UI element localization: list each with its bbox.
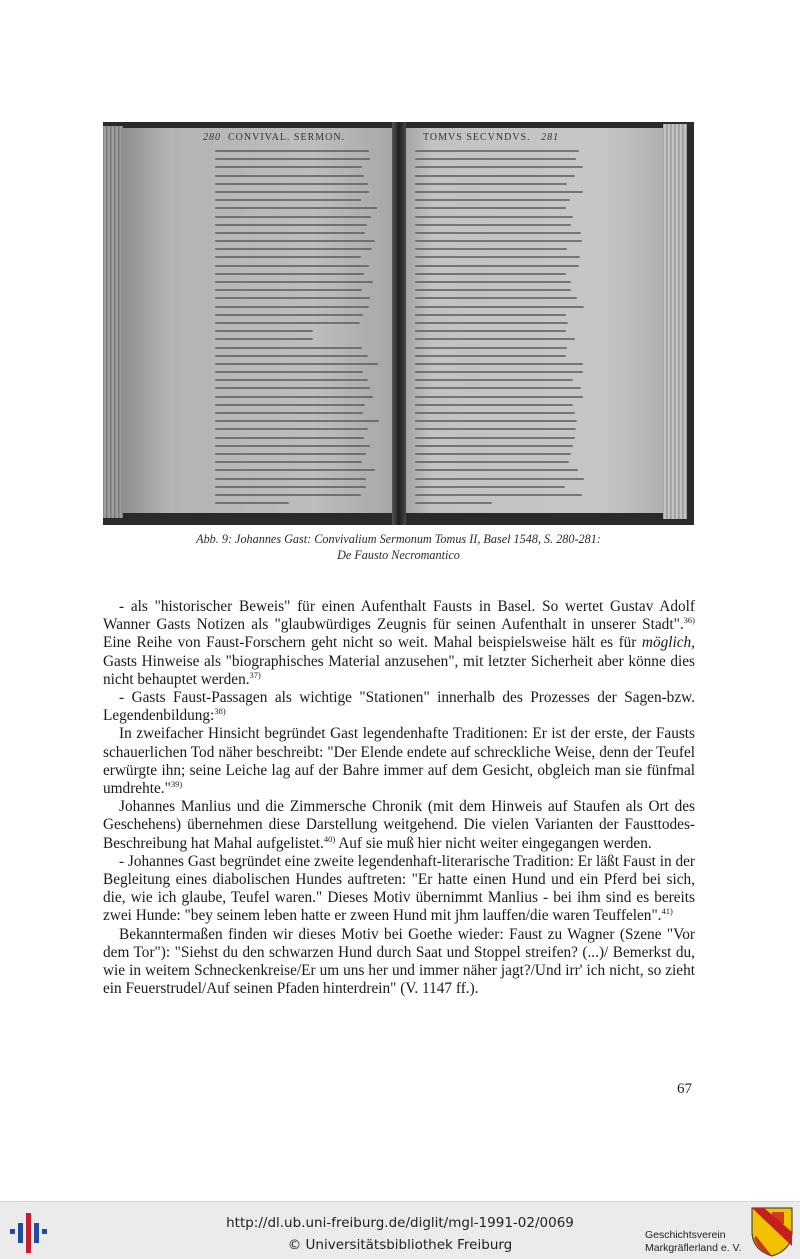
photo-text-line (415, 150, 579, 152)
photo-text-line (415, 297, 577, 299)
photo-text-line (415, 199, 570, 201)
society-name: Geschichtsverein Markgräflerland e. V. (645, 1229, 742, 1254)
photo-text-line (215, 273, 364, 275)
photo-text-line (415, 420, 577, 422)
photo-text-line (415, 371, 583, 373)
photo-text-line (415, 216, 573, 218)
coat-of-arms-icon[interactable] (750, 1206, 794, 1258)
right-page-header: TOMVS SECVNDVS. 281 (423, 132, 560, 143)
photo-text-line (415, 412, 575, 414)
photo-text-line (215, 437, 364, 439)
photo-text-line (215, 199, 361, 201)
photo-text-line (415, 306, 584, 308)
photo-text-line (415, 428, 576, 430)
photo-text-line (415, 166, 583, 168)
photo-text-line (215, 453, 366, 455)
left-page-text-block (215, 150, 379, 510)
caption-line-2: De Fausto Necromantico (337, 548, 460, 562)
photo-text-line (415, 183, 567, 185)
photo-text-line (215, 150, 369, 152)
photo-text-line (215, 469, 375, 471)
photo-text-line (415, 240, 582, 242)
photo-text-line (215, 314, 363, 316)
paragraph-3: In zweifacher Hinsicht begründet Gast legendenhafte Traditionen: Er ist der erste, der Fausts schauerlichen Tod näher beschreibt: "Der Elende endete auf schreckliche Weise, denn der Teufel erwürgte ihn; seine Leiche lag auf der Bahre immer auf dem Gesicht, obgleich man sie fünfmal umdrehte."$^{39)}$ (103, 725, 695, 798)
footnote-ref[interactable]: 38) (214, 706, 226, 717)
photo-text-line (215, 216, 371, 218)
book-photograph (103, 122, 694, 525)
photo-text-line (215, 478, 366, 480)
caption-line-1: Abb. 9: Johannes Gast: Convivalium Sermonum Tomus II, Basel 1548, S. 280-281: (196, 532, 601, 546)
photo-text-line (215, 306, 369, 308)
photo-text-line (415, 486, 565, 488)
photo-text-line (215, 363, 378, 365)
photo-text-line (215, 412, 363, 414)
photo-text-line (415, 248, 567, 250)
photo-text-line (215, 207, 377, 209)
photo-text-line (215, 166, 362, 168)
left-page-header: 280 CONVIVAL. SERMON. (203, 132, 346, 143)
photo-text-line (415, 330, 566, 332)
page-number: 67 (677, 1081, 692, 1097)
photo-text-line (415, 175, 575, 177)
paragraph-4: Johannes Manlius und die Zimmersche Chronik (mit dem Hinweis auf Staufen als Ort des Geschehens) übernehmen diese Darstellung weitgehend. Die vielen Varianten der Fausttodes-Beschreibung hat Mahal aufgelistet.$^{40)}$ Auf sie muß hier nicht weiter eingegangen werden. (103, 798, 695, 852)
photo-text-line (215, 191, 369, 193)
photo-text-line (415, 494, 582, 496)
photo-text-line (415, 273, 566, 275)
photo-text-line (215, 420, 379, 422)
photo-text-line (215, 387, 370, 389)
photo-text-line (415, 379, 573, 381)
photo-text-line (215, 232, 365, 234)
photo-text-line (215, 494, 361, 496)
photo-text-line (215, 265, 369, 267)
right-page-text-block (415, 150, 585, 510)
photo-text-line (215, 445, 370, 447)
photo-text-line (415, 502, 492, 504)
photo-text-line (415, 314, 566, 316)
photo-text-line (415, 478, 584, 480)
photo-text-line (415, 224, 571, 226)
photo-text-line (215, 428, 368, 430)
photo-text-line (415, 396, 583, 398)
photo-text-line (215, 502, 289, 504)
photo-text-line (215, 322, 360, 324)
photo-text-line (415, 363, 583, 365)
photo-text-line (215, 183, 368, 185)
photo-text-line (215, 297, 370, 299)
copyright-notice: © Universitätsbibliothek Freiburg (287, 1237, 513, 1253)
photo-text-line (215, 371, 363, 373)
photo-text-line (215, 404, 365, 406)
footer-bar (0, 1201, 800, 1259)
photo-text-line (215, 338, 313, 340)
photo-text-line (415, 232, 581, 234)
photo-text-line (415, 158, 576, 160)
footnote-ref[interactable]: 37) (249, 669, 261, 680)
photo-text-line (415, 265, 579, 267)
footnote-ref[interactable]: 39) (170, 779, 183, 790)
photo-text-line (415, 453, 571, 455)
photo-text-line (415, 256, 580, 258)
paragraph-5: - Johannes Gast begründet eine zweite legendenhaft-literarische Tradition: Er läßt Faust in der Begleitung eines diabolischen Hundes auftreten: "Er hatte einen Hund und ein Pferd bei sich, die, wie ich glaube, Teufel waren." Dieses Motiv übernimmt Manlius - bei ihm sind es bereits zwei Hunde: "bey seinem leben hatte er zween Hund mit jhm lauffen/die waren Teuffelen".$^{41)}$ (103, 852, 696, 925)
photo-text-line (215, 281, 373, 283)
photo-text-line (215, 175, 364, 177)
photo-text-line (415, 338, 575, 340)
photo-text-line (415, 469, 578, 471)
paragraph-1: - als "historischer Beweis" für einen Aufenthalt Fausts in Basel. So wertet Gustav Adolf Wanner Gasts Notizen als "glaubwürdiges Zeugnis für seinen Aufenthalt in unserer Stadt".$^{36)}$ Eine Reihe von Faust-Forschern geht nicht so weit. Mahal beispielsweise hält es für möglich, Gasts Hinweise als "biographisches Material anzusehen", mit letzter Sicherheit aber könne dies nicht behauptet werden.$^{37)}$ (103, 598, 695, 688)
book-right-edge (663, 124, 687, 519)
paragraph-6: Bekanntermaßen finden wir dieses Motiv bei Goethe wieder: Faust zu Wagner (Szene "Vor dem Tor"): "Siehst du den schwarzen Hund durch Saat und Stoppel streifen? (...)/ Bemerkst du, wie in weitem Schneckenkreise/Er um uns her und immer näher jagt?/Und irr' ich nicht, so zieht ein Feuerstrudel/Auf seinen Pfaden hinterdrein" (V. 1147 ff.). (103, 925, 695, 998)
footnote-ref[interactable]: 41) (661, 906, 673, 917)
photo-text-line (415, 191, 583, 193)
photo-text-line (415, 281, 571, 283)
body-text (103, 598, 695, 998)
photo-text-line (215, 347, 362, 349)
photo-text-line (215, 289, 362, 291)
figure-caption (103, 531, 694, 563)
photo-text-line (215, 461, 362, 463)
photo-text-line (215, 355, 368, 357)
permalink-url[interactable]: http://dl.ub.uni-freiburg.de/diglit/mgl-1991-02/0069 (226, 1215, 574, 1231)
photo-text-line (415, 445, 573, 447)
photo-text-line (215, 158, 370, 160)
photo-text-line (415, 289, 571, 291)
photo-text-line (415, 347, 567, 349)
footnote-ref[interactable]: 40) (323, 833, 336, 844)
photo-text-line (415, 404, 573, 406)
footnote-ref[interactable]: 36) (683, 615, 695, 626)
photo-text-line (215, 256, 361, 258)
photo-text-line (415, 207, 566, 209)
photo-text-line (215, 379, 368, 381)
photo-text-line (215, 240, 375, 242)
book-gutter (392, 122, 406, 525)
photo-text-line (415, 322, 568, 324)
photo-text-line (415, 387, 581, 389)
photo-text-line (215, 248, 372, 250)
book-left-edge (103, 126, 123, 518)
photo-text-line (415, 437, 575, 439)
photo-text-line (215, 224, 367, 226)
photo-text-line (415, 355, 566, 357)
photo-text-line (415, 461, 569, 463)
paragraph-2: - Gasts Faust-Passagen als wichtige "Stationen" innerhalb des Prozesses der Sagen-bzw. Legendenbildung:$^{38)}$ (103, 689, 695, 725)
photo-text-line (215, 396, 373, 398)
photo-text-line (215, 486, 366, 488)
photo-text-line (215, 330, 313, 332)
